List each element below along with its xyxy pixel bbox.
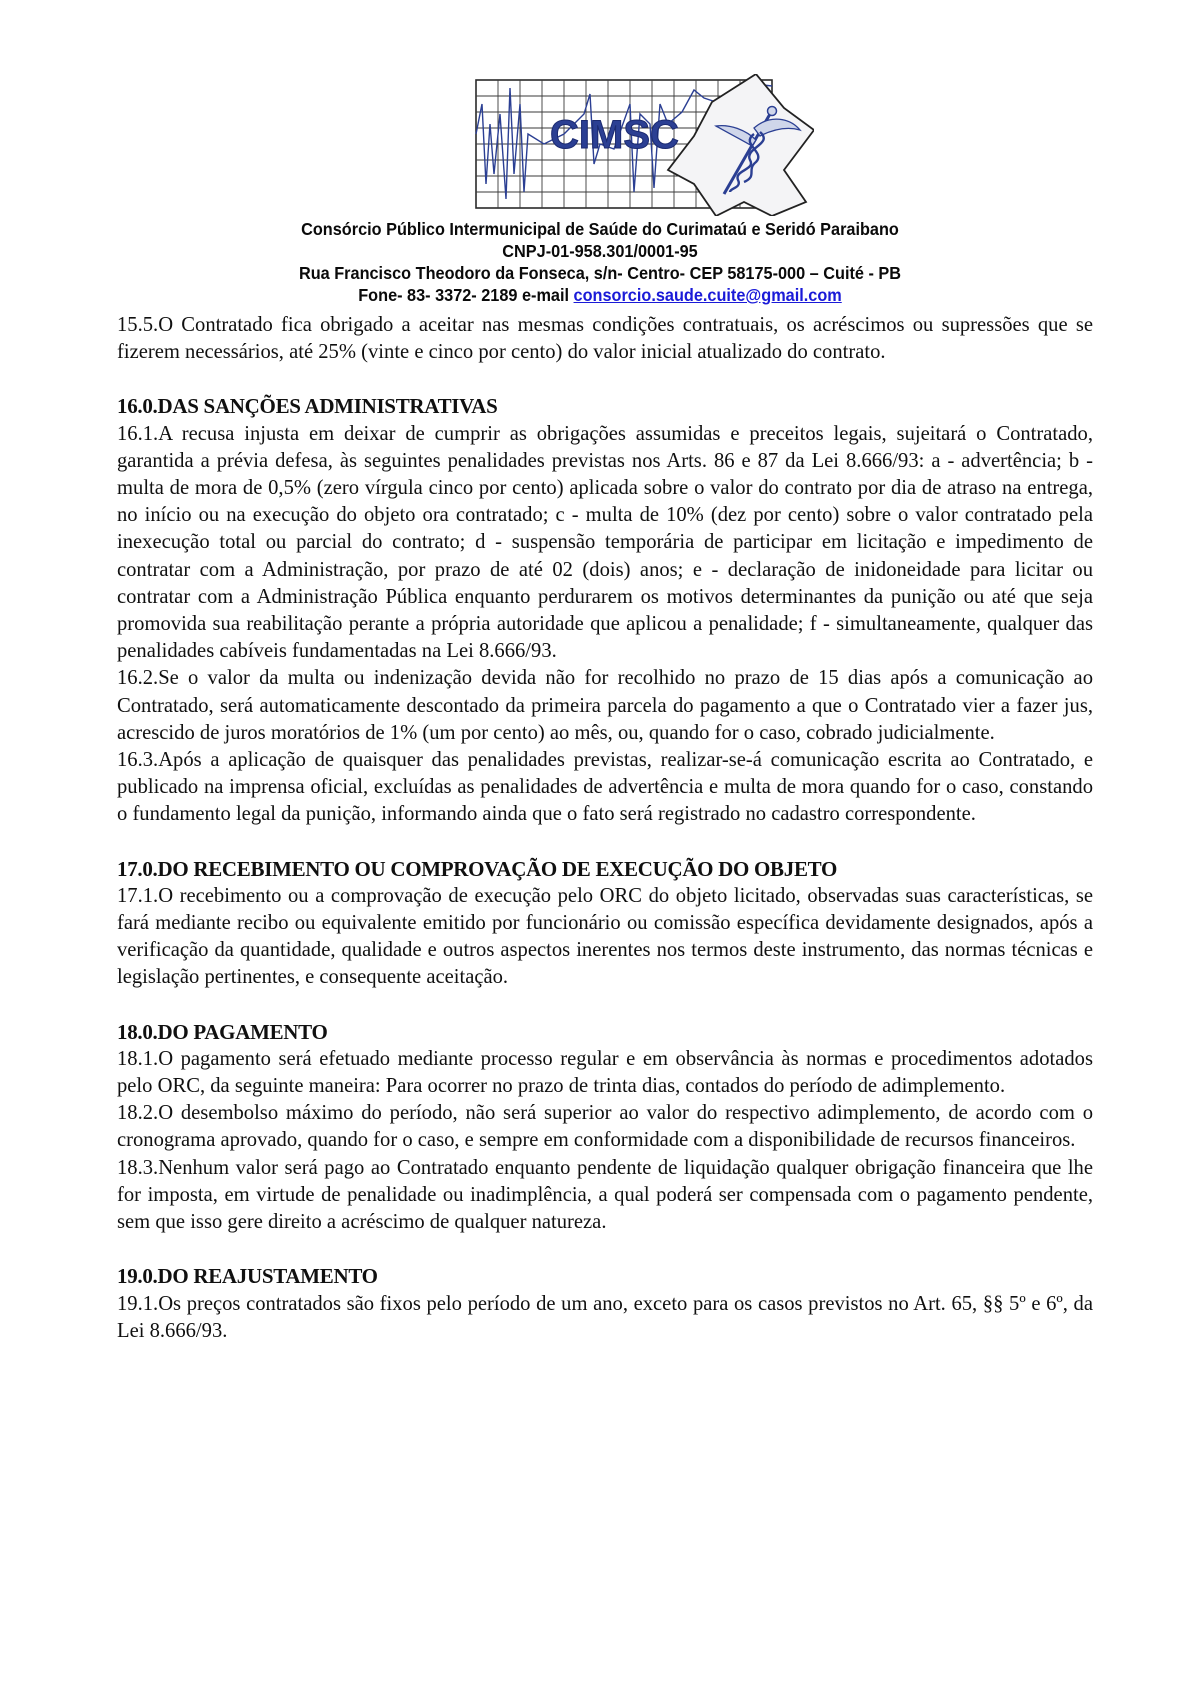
email-link[interactable]: consorcio.saude.cuite@gmail.com [573,285,842,305]
spacer [117,992,1093,1019]
section-heading: 16.0.DAS SANÇÕES ADMINISTRATIVAS [117,394,498,419]
clause-16-2: 16.2.Se o valor da multa ou indenização devida não for recolhido no prazo de 15 dias após a comunicação ao Contratado, será automaticamente descontado da primeira parcela do pagamento a que o Contratado vier a fazer jus, acrescido de juros moratórios de 1% (um por cento) ao mês, ou, quando for o caso, cobrado judicialmente. [117,667,1093,744]
clause-17-1: 17.1.O recebimento ou a comprovação de execução pelo ORC do objeto licitado, observadas suas características, se fará mediante recibo ou equivalente emitido por funcionário ou comissão específica devidamente designados, após a verificação da quantidade, qualidade e outros aspectos inerentes nos termos deste instrumento, das normas técnicas e legislação pertinentes, e consequente aceitação. [117,884,1093,989]
letterhead [228,218,972,306]
section-heading: 18.0.DO PAGAMENTO [117,1019,328,1044]
clause-15-5: 15.5.O Contratado fica obrigado a aceitar nas mesmas condições contratuais, os acréscimos ou supressões que se fizerem necessários, até 25% (vinte e cinco por cento) do valor inicial atualizado do contrato. [117,314,1093,364]
clause-16-1: 16.1.A recusa injusta em deixar de cumprir as obrigações assumidas e preceitos legais, sujeitará o Contratado, garantida a prévia defesa, às seguintes penalidades previstas nos Arts. 86 e 87 da Lei 8.666/93: a - advertência; b - multa de mora de 0,5% (zero vírgula cinco por cento) aplicada sobre o valor do contrato por dia de atraso na entrega, no início ou na execução do objeto ora contratado; c - multa de 10% (dez por cento) sobre o valor contratado pela inexecução total ou parcial do contrato; d - suspensão temporária de participar em licitação e impedimento de contratar com a Administração, por prazo de até 02 (dois) anos; e - declaração de inidoneidade para licitar ou contratar com a Administração Pública enquanto perdurarem os motivos determinantes da punição ou até que seja promovida sua reabilitação perante a própria autoridade que aplicou a penalidade; f - simultaneamente, qualquer das penalidades cabíveis fundamentadas na Lei 8.666/93. [117,422,1093,663]
section-18 [117,1019,1093,1237]
clause-18-3: 18.3.Nenhum valor será pago ao Contratado enquanto pendente de liquidação qualquer obrigação financeira que lhe for imposta, em virtude de penalidade ou inadimplência, a qual poderá ser compensada com o pagamento pendente, sem que isso gere direito a acréscimo de qualquer natureza. [117,1156,1093,1234]
section-19 [117,1263,1093,1345]
clause-16-3: 16.3.Após a aplicação de quaisquer das penalidades previstas, realizar-se-á comunicação escrita ao Contratado, e publicado na imprensa oficial, excluídas as penalidades de advertência e multa de mora quando for o caso, constando o fundamento legal da punição, informando ainda que o fato será registrado no cadastro correspondente. [117,749,1093,826]
section-heading: 19.0.DO REAJUSTAMENTO [117,1264,378,1289]
cimsc-logo [454,74,814,216]
clause-18-1: 18.1.O pagamento será efetuado mediante processo regular e em observância às normas e procedimentos adotados pelo ORC, da seguinte maneira: Para ocorrer no prazo de trinta dias, contados do período de adimplemento. [117,1047,1093,1098]
section-15 [117,312,1093,366]
cnpj: CNPJ-01-958.301/0001-95 [502,241,698,261]
spacer [117,366,1093,393]
document-body [117,312,1093,1345]
section-17 [117,856,1093,992]
section-heading: 17.0.DO RECEBIMENTO OU COMPROVAÇÃO DE EXECUÇÃO DO OBJETO [117,856,838,881]
spacer [117,829,1093,856]
contact-line [228,284,972,306]
clause-18-2: 18.2.O desembolso máximo do período, não será superior ao valor do respectivo adimplemento, de acordo com o cronograma aprovado, quando for o caso, e sempre em conformidade com a disponibilidade de recursos financeiros. [117,1102,1093,1152]
clause-19-1: 19.1.Os preços contratados são fixos pelo período de um ano, exceto para os casos previstos no Art. 65, §§ 5º e 6º, da Lei 8.666/93. [117,1292,1093,1342]
logo-text: CIMSC [550,113,679,157]
organization-name: Consórcio Público Intermunicipal de Saúde do Curimataú e Seridó Paraibano [301,219,899,239]
phone: Fone- 83- 3372- 2189 e-mail [358,285,574,305]
section-16 [117,393,1093,828]
spacer [117,1236,1093,1263]
address: Rua Francisco Theodoro da Fonseca, s/n- Centro- CEP 58175-000 – Cuité - PB [298,263,902,283]
